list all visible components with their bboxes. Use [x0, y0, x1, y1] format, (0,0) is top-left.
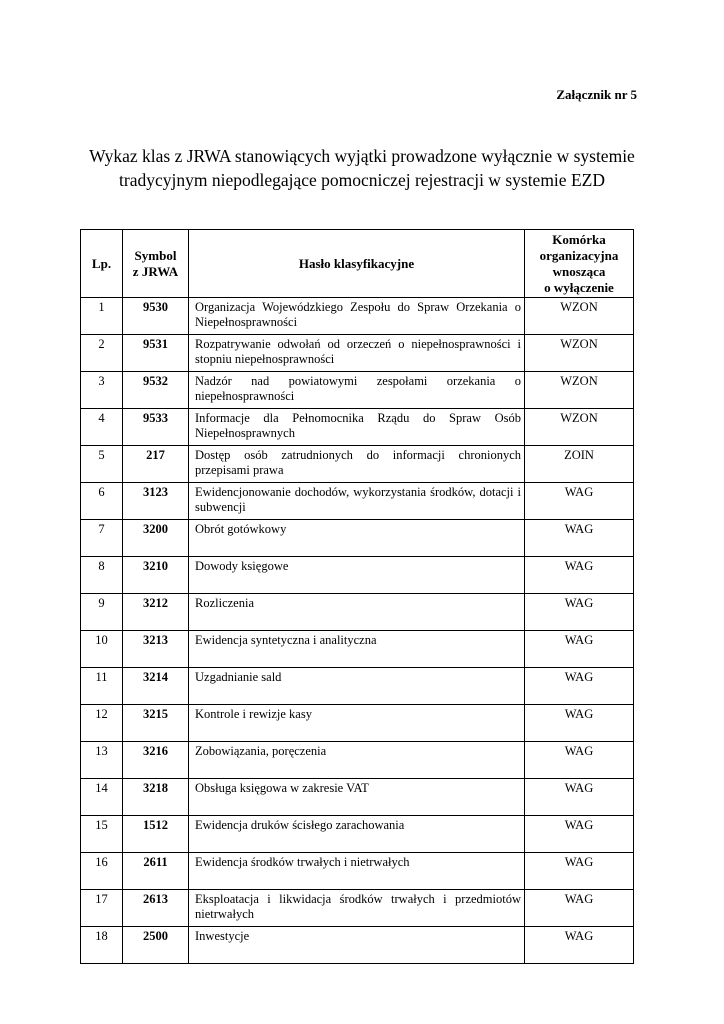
table-row: [81, 520, 634, 557]
cell-haslo: Obrót gotówkowy: [189, 520, 525, 557]
cell-symbol: 2500: [123, 927, 189, 964]
cell-komorka: WAG: [525, 853, 634, 890]
cell-lp: 17: [81, 890, 123, 927]
table-row: [81, 927, 634, 964]
annex-label: Załącznik nr 5: [556, 87, 637, 102]
cell-lp: 10: [81, 631, 123, 668]
table-row: [81, 779, 634, 816]
cell-haslo: Kontrole i rewizje kasy: [189, 705, 525, 742]
cell-haslo: Dostęp osób zatrudnionych do informacji chronionych przepisami prawa: [189, 446, 525, 483]
cell-symbol: 1512: [123, 816, 189, 853]
table-row: [81, 668, 634, 705]
cell-lp: 8: [81, 557, 123, 594]
title-line-1: Wykaz klas z JRWA stanowiących wyjątki prowadzone wyłącznie w systemie: [89, 146, 635, 166]
cell-symbol: 3210: [123, 557, 189, 594]
cell-lp: 1: [81, 298, 123, 335]
table-row: [81, 890, 634, 927]
cell-komorka: WAG: [525, 594, 634, 631]
cell-komorka: WZON: [525, 372, 634, 409]
cell-lp: 12: [81, 705, 123, 742]
cell-haslo: Rozliczenia: [189, 594, 525, 631]
table-header-row: [81, 230, 634, 298]
cell-symbol: 9531: [123, 335, 189, 372]
cell-haslo: Eksploatacja i likwidacja środków trwałych i przedmiotów nietrwałych: [189, 890, 525, 927]
cell-lp: 2: [81, 335, 123, 372]
cell-lp: 15: [81, 816, 123, 853]
cell-komorka: WAG: [525, 890, 634, 927]
table-row: [81, 557, 634, 594]
cell-lp: 5: [81, 446, 123, 483]
header-komorka: Komórka organizacyjna wnosząca o wyłączenie: [525, 230, 634, 298]
cell-lp: 18: [81, 927, 123, 964]
header-haslo: Hasło klasyfikacyjne: [189, 230, 525, 298]
table-row: [81, 372, 634, 409]
cell-haslo: Zobowiązania, poręczenia: [189, 742, 525, 779]
cell-komorka: WAG: [525, 779, 634, 816]
title-line-2: tradycyjnym niepodlegające pomocniczej rejestracji w systemie EZD: [119, 170, 605, 190]
cell-symbol: 3212: [123, 594, 189, 631]
cell-komorka: WAG: [525, 520, 634, 557]
cell-komorka: WAG: [525, 668, 634, 705]
cell-symbol: 9533: [123, 409, 189, 446]
cell-haslo: Inwestycje: [189, 927, 525, 964]
cell-symbol: 9532: [123, 372, 189, 409]
cell-symbol: 3214: [123, 668, 189, 705]
cell-komorka: WAG: [525, 631, 634, 668]
cell-haslo: Ewidencja druków ścisłego zarachowania: [189, 816, 525, 853]
cell-haslo: Dowody księgowe: [189, 557, 525, 594]
table-row: [81, 631, 634, 668]
table-row: [81, 409, 634, 446]
cell-haslo: Rozpatrywanie odwołań od orzeczeń o niepełnosprawności i stopniu niepełnosprawności: [189, 335, 525, 372]
table-row: [81, 705, 634, 742]
cell-komorka: WAG: [525, 557, 634, 594]
cell-haslo: Obsługa księgowa w zakresie VAT: [189, 779, 525, 816]
header-lp: Lp.: [81, 230, 123, 298]
cell-symbol: 2611: [123, 853, 189, 890]
table-row: [81, 335, 634, 372]
cell-symbol: 2613: [123, 890, 189, 927]
cell-symbol: 3200: [123, 520, 189, 557]
header-symbol: Symbol z JRWA: [123, 230, 189, 298]
cell-symbol: 3215: [123, 705, 189, 742]
cell-komorka: WAG: [525, 742, 634, 779]
cell-symbol: 3123: [123, 483, 189, 520]
cell-haslo: Uzgadnianie sald: [189, 668, 525, 705]
table-row: [81, 816, 634, 853]
cell-komorka: WZON: [525, 409, 634, 446]
table-row: [81, 594, 634, 631]
table-row: [81, 446, 634, 483]
cell-haslo: Ewidencja syntetyczna i analityczna: [189, 631, 525, 668]
cell-komorka: WAG: [525, 705, 634, 742]
cell-symbol: 3218: [123, 779, 189, 816]
cell-lp: 16: [81, 853, 123, 890]
cell-lp: 7: [81, 520, 123, 557]
cell-komorka: WZON: [525, 335, 634, 372]
table-row: [81, 298, 634, 335]
cell-symbol: 9530: [123, 298, 189, 335]
cell-lp: 6: [81, 483, 123, 520]
cell-lp: 4: [81, 409, 123, 446]
cell-symbol: 217: [123, 446, 189, 483]
cell-lp: 13: [81, 742, 123, 779]
cell-komorka: ZOIN: [525, 446, 634, 483]
cell-lp: 3: [81, 372, 123, 409]
document-title: [60, 144, 664, 192]
table-row: [81, 742, 634, 779]
cell-komorka: WAG: [525, 927, 634, 964]
cell-haslo: Organizacja Wojewódzkiego Zespołu do Spraw Orzekania o Niepełnosprawności: [189, 298, 525, 335]
cell-komorka: WAG: [525, 816, 634, 853]
cell-lp: 11: [81, 668, 123, 705]
cell-komorka: WZON: [525, 298, 634, 335]
cell-haslo: Ewidencjonowanie dochodów, wykorzystania środków, dotacji i subwencji: [189, 483, 525, 520]
jrwa-exceptions-table: [80, 229, 634, 964]
cell-lp: 14: [81, 779, 123, 816]
cell-lp: 9: [81, 594, 123, 631]
cell-symbol: 3216: [123, 742, 189, 779]
table-row: [81, 483, 634, 520]
table-row: [81, 853, 634, 890]
cell-haslo: Informacje dla Pełnomocnika Rządu do Spraw Osób Niepełnosprawnych: [189, 409, 525, 446]
cell-haslo: Nadzór nad powiatowymi zespołami orzekania o niepełnosprawności: [189, 372, 525, 409]
cell-haslo: Ewidencja środków trwałych i nietrwałych: [189, 853, 525, 890]
cell-symbol: 3213: [123, 631, 189, 668]
cell-komorka: WAG: [525, 483, 634, 520]
